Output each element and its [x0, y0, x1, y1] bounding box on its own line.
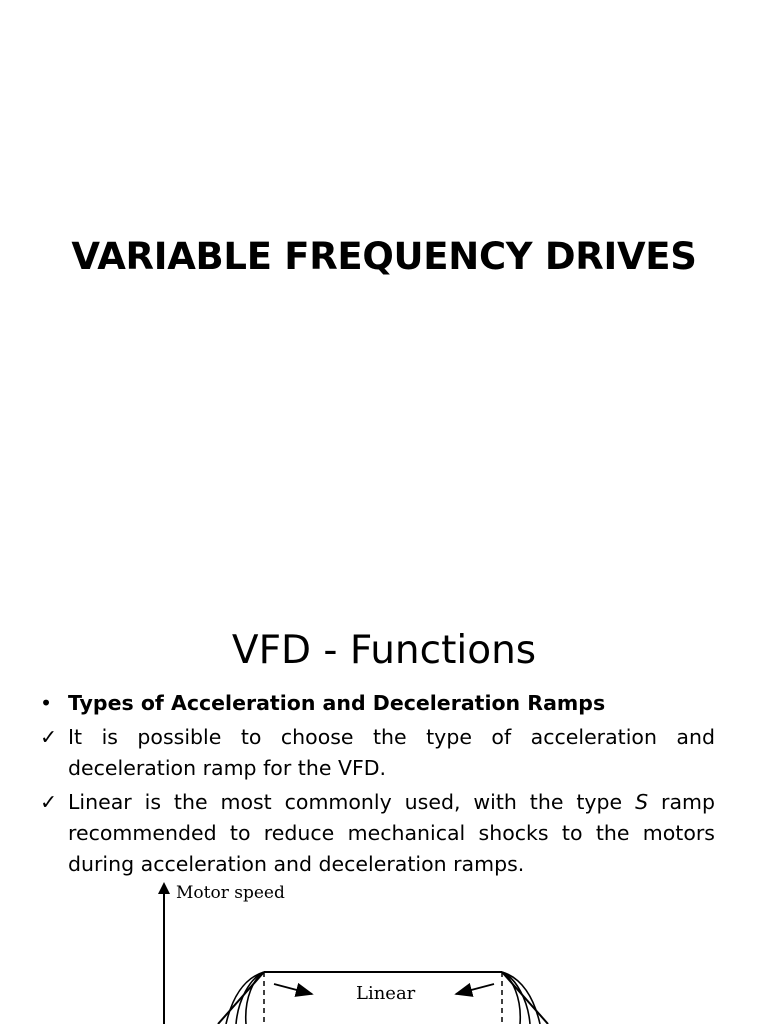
check-item	[40, 722, 715, 784]
right-ramp-linear	[502, 972, 548, 1024]
bullet-list	[40, 688, 715, 883]
right-pointer-arrow	[456, 984, 494, 994]
curve-label: Linear	[356, 983, 416, 1004]
check-item	[40, 787, 715, 880]
check-icon: ✓	[40, 790, 58, 814]
check-item-text-italic: S	[635, 790, 649, 814]
check-item-text-part2: ramp recommended to reduce mechanical shocks to the motors during acceleration and deceleration ramps.	[68, 790, 716, 876]
bullet-item	[40, 688, 715, 719]
check-item-text: It is possible to choose the type of acceleration and deceleration ramp for the VFD.	[68, 725, 715, 780]
check-item-text-part1: Linear is the most commonly used, with the type	[68, 790, 636, 814]
left-pointer-arrow	[274, 984, 312, 994]
bullet-heading: Types of Acceleration and Deceleration Ramps	[68, 691, 606, 715]
bullet-marker: •	[40, 691, 53, 715]
left-ramp-linear	[218, 972, 264, 1024]
y-axis-arrow-icon	[158, 882, 170, 894]
check-icon: ✓	[40, 725, 58, 749]
axis-label: Motor speed	[176, 883, 285, 903]
slide-1-title: VARIABLE FREQUENCY DRIVES	[71, 235, 697, 278]
ramp-figure	[0, 878, 768, 1024]
slide-2-title: VFD - Functions	[231, 628, 537, 673]
